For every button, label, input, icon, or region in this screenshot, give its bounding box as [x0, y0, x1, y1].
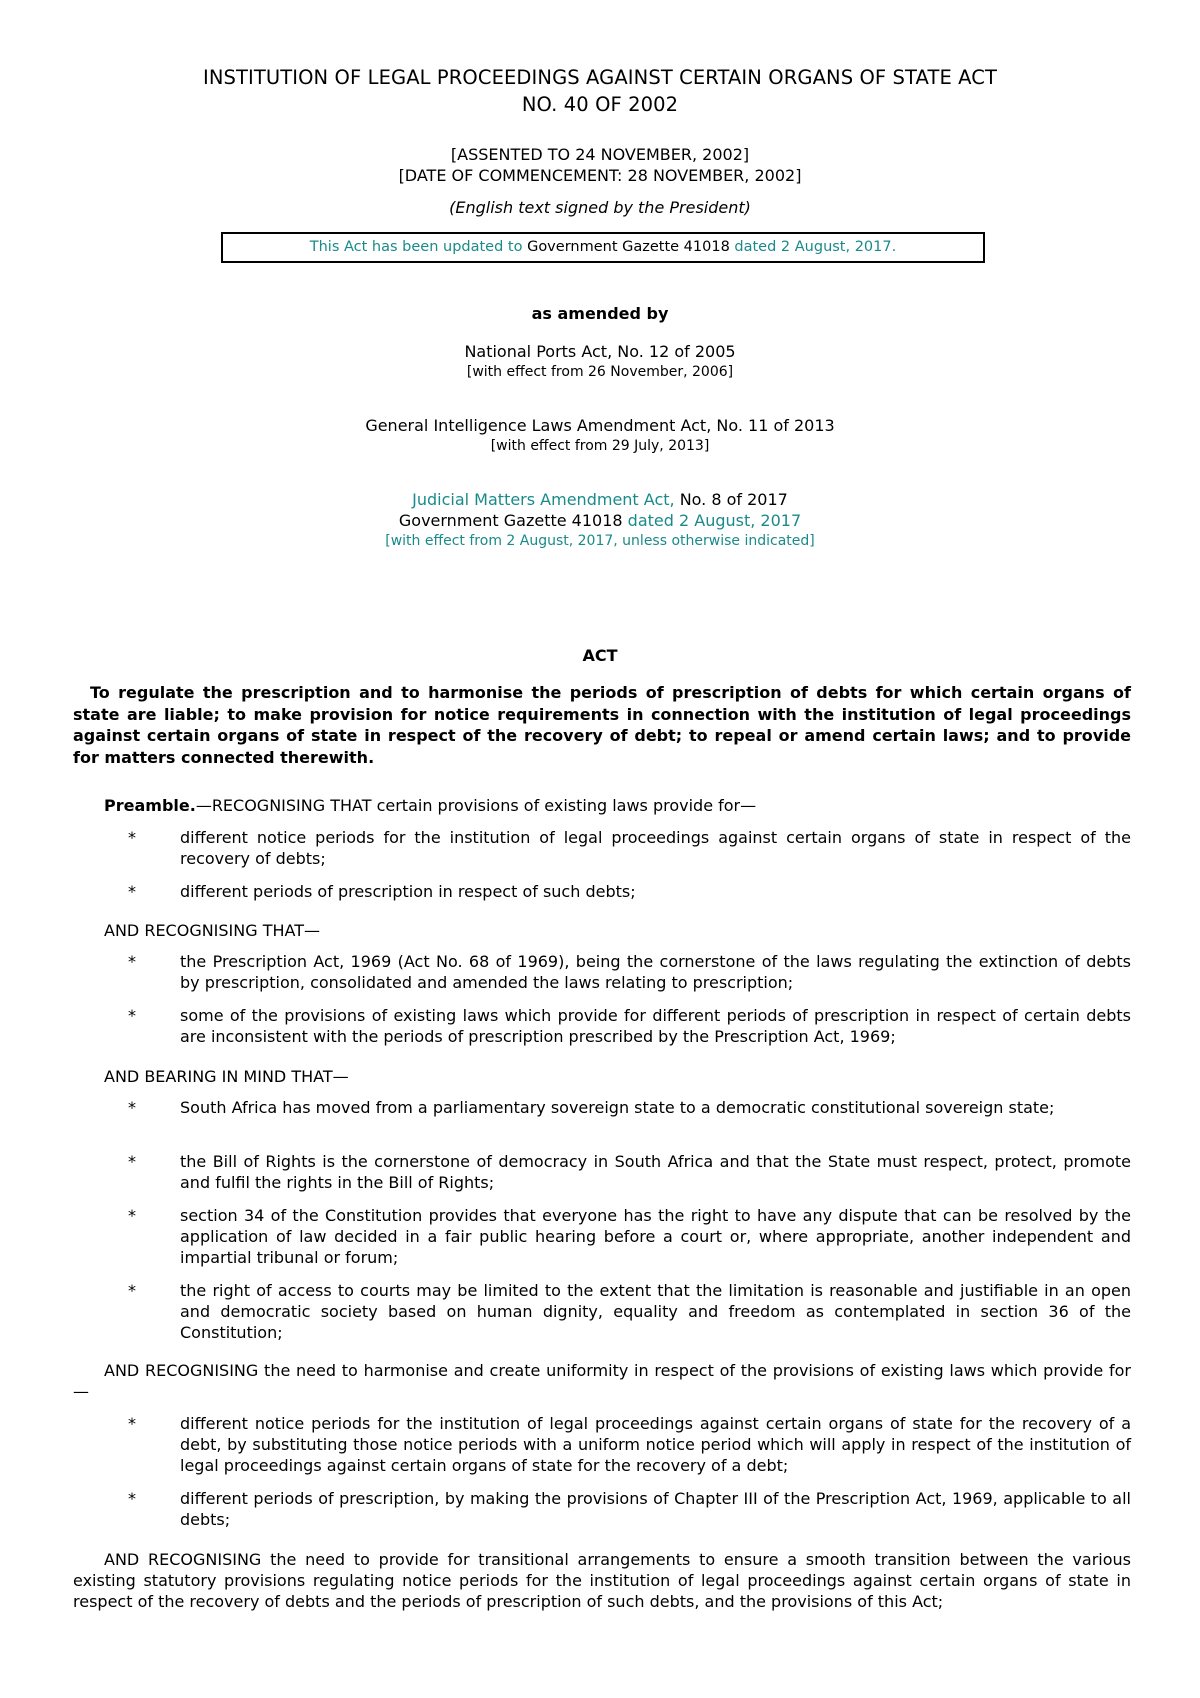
assent-info [60, 144, 1140, 186]
bullet-star: * [128, 828, 136, 847]
signed-note: (English text signed by the President) [449, 198, 751, 217]
list-item-text: different periods of prescription, by making the provisions of Chapter III of the Prescription Act, 1969, applicable to all debts; [180, 1489, 1131, 1529]
latest-gazette-date[interactable]: dated 2 August, 2017 [627, 511, 802, 530]
amendment-act: General Intelligence Laws Amendment Act, No. 11 of 2013 [365, 416, 835, 435]
assented-date: [ASSENTED TO 24 NOVEMBER, 2002] [450, 145, 750, 164]
long-title: To regulate the prescription and to harmonise the periods of prescription of debts for which certain organs of state are liable; to make provision for notice requirements in connection with the institution of legal proceedings against certain organs of state in respect of the recovery of debt; to repeal or amend certain laws; and to provide for matters connected therewith. [73, 683, 1131, 767]
update-notice-prefix: This Act has been updated to [309, 239, 523, 255]
act-title-line-1: INSTITUTION OF LEGAL PROCEEDINGS AGAINST CERTAIN ORGANS OF STATE ACT [202, 66, 998, 89]
list-item-text: the right of access to courts may be limited to the extent that the limitation is reasonable and justifiable in an open and democratic society based on human dignity, equality and freedom as contemplated in section 36 of the Constitution; [180, 1281, 1131, 1342]
act-heading: ACT [582, 646, 618, 665]
act-title [60, 64, 1140, 118]
list-item-text: the Prescription Act, 1969 (Act No. 68 of 1969), being the cornerstone of the laws regulating the extinction of debts by prescription, consolidated and amended the laws relating to prescription; [180, 952, 1131, 992]
bearing-heading: AND BEARING IN MIND THAT— [104, 1067, 349, 1086]
bullet-star: * [128, 1281, 136, 1300]
bullet-star: * [128, 1006, 136, 1025]
bullet-star: * [128, 882, 136, 901]
bullet-star: * [128, 1098, 136, 1117]
recognising-heading: AND RECOGNISING THAT— [104, 921, 321, 940]
update-notice-date[interactable]: dated 2 August, 2017. [734, 239, 897, 255]
judicial-matters-act-number: No. 8 of 2017 [679, 490, 788, 509]
amendment-effect: [with effect from 26 November, 2006] [466, 364, 734, 380]
preamble-intro [104, 795, 756, 816]
amended-by-heading: as amended by [531, 304, 669, 323]
bullet-star: * [128, 1206, 136, 1225]
list-item-text: section 34 of the Constitution provides that everyone has the right to have any dispute that can be resolved by the application of law decided in a fair public hearing before a court or, where appropriate, another independent and impartial tribunal or forum; [180, 1206, 1131, 1267]
act-title-line-2: NO. 40 OF 2002 [521, 93, 679, 116]
harmonise-paragraph: AND RECOGNISING the need to harmonise and create uniformity in respect of the provisions of existing laws which provide for— [73, 1361, 1131, 1401]
latest-amendment [60, 489, 1140, 552]
latest-gazette[interactable]: Government Gazette 41018 [398, 511, 623, 530]
bullet-star: * [128, 952, 136, 971]
commencement-date: [DATE OF COMMENCEMENT: 28 NOVEMBER, 2002] [398, 166, 802, 185]
transitional-paragraph: AND RECOGNISING the need to provide for transitional arrangements to ensure a smooth transition between the various existing statutory provisions regulating notice periods for the institution of legal proceedings against certain organs of state in respect of the recovery of debts and the periods of prescription of such debts, and the provisions of this Act; [73, 1550, 1131, 1611]
list-item-text: different notice periods for the institution of legal proceedings against certain organs of state for the recovery of a debt, by substituting those notice periods with a uniform notice period which will apply in respect of the institution of legal proceedings against certain organs of state for the recovery of a debt; [180, 1414, 1131, 1475]
judicial-matters-act-link[interactable]: Judicial Matters Amendment Act, [412, 490, 675, 509]
latest-effect: [with effect from 2 August, 2017, unless otherwise indicated] [385, 533, 815, 549]
bullet-star: * [128, 1489, 136, 1508]
amendment-effect: [with effect from 29 July, 2013] [490, 438, 710, 454]
list-item-text: different periods of prescription in respect of such debts; [180, 882, 636, 901]
bullet-star: * [128, 1414, 136, 1433]
amendment-item [60, 415, 1140, 457]
amendment-act: National Ports Act, No. 12 of 2005 [464, 342, 736, 361]
bullet-star: * [128, 1152, 136, 1171]
update-notice-gazette[interactable]: Government Gazette 41018 [527, 239, 730, 255]
amendment-item [60, 341, 1140, 383]
list-item-text: the Bill of Rights is the cornerstone of democracy in South Africa and that the State must respect, protect, promote and fulfil the rights in the Bill of Rights; [180, 1152, 1131, 1192]
preamble-intro-text: —RECOGNISING THAT certain provisions of existing laws provide for— [195, 796, 757, 815]
list-item-text: different notice periods for the institution of legal proceedings against certain organs of state in respect of the recovery of debts; [180, 828, 1131, 868]
update-notice-box [221, 232, 985, 263]
preamble-label: Preamble. [104, 796, 196, 815]
list-item-text: some of the provisions of existing laws which provide for different periods of prescription in respect of certain debts are inconsistent with the periods of prescription prescribed by the Prescription Act, 1969; [180, 1006, 1131, 1046]
list-item-text: South Africa has moved from a parliamentary sovereign state to a democratic constitutional sovereign state; [180, 1098, 1055, 1117]
